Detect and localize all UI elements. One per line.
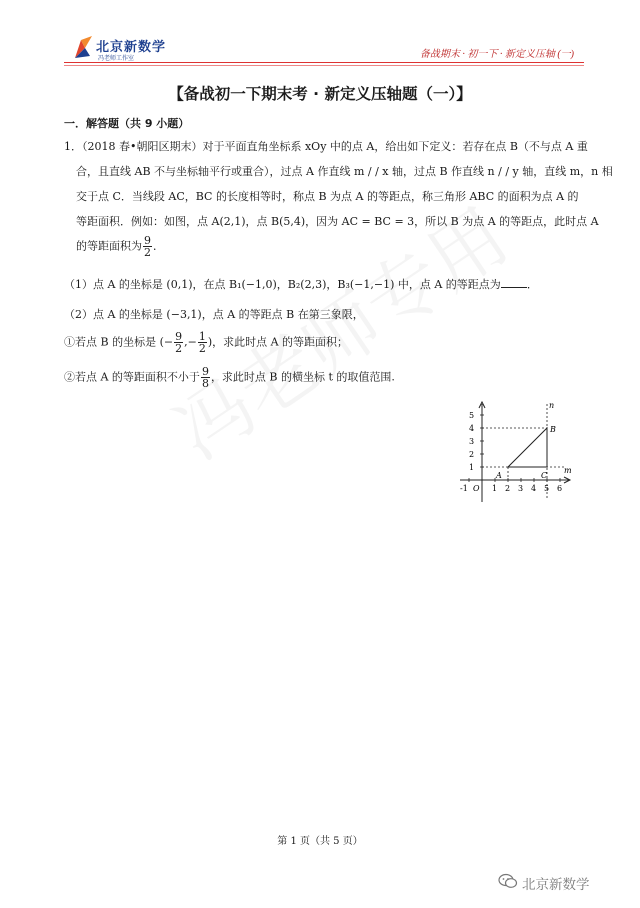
text-fragment: ，求此时点 B 的横坐标 t 的取值范围. [210,370,395,384]
page-header [0,0,640,70]
header-series-label: 备战期末 · 初一下 · 新定义压轴 (一) [419,49,574,60]
text-fragment: 的等距面积为 [76,239,142,253]
fraction-denominator: 2 [198,342,206,355]
brand-subtitle: 冯老师工作室 [98,56,135,62]
line-n-label: n [549,401,555,410]
fraction-numerator: 9 [201,365,209,378]
x-tick-labels [460,484,562,493]
point-c-label: C [541,471,548,480]
problem-line: 合，且直线 AB 不与坐标轴平行或重合），过点 A 作直线 m / / x 轴，过点 B 作直线 n / / y 轴，直线 m，n 相 [76,165,613,178]
point-b-label: B [550,425,556,434]
fraction [143,235,152,258]
brand-logo-icon [72,34,94,60]
x-tick-label: 5 [544,484,550,493]
page-title: 【备战初一下期末考 · 新定义压轴题（一）】 [168,85,472,103]
question-2b [64,366,395,389]
fraction [201,366,210,389]
y-tick-label: 3 [469,437,475,446]
problem-line: 交于点 C．当线段 AC，BC 的长度相等时，称点 B 为点 A 的等距点，称三角形 ABC 的面积为点 A 的 [76,190,579,203]
x-tick-label: 3 [518,484,524,493]
y-tick-label: 2 [469,450,475,459]
problem-line: 等距面积．例如：如图，点 A(2,1)，点 B(5,4)，因为 AC = BC = 3，所以 B 为点 A 的等距点，此时点 A [76,215,599,228]
triangle-abc [508,428,547,467]
fraction-numerator: 9 [144,234,151,247]
fraction-numerator: 9 [175,330,183,343]
origin-label: O [473,484,480,493]
text-fragment: ①若点 B 的坐标是 (− [64,335,174,349]
header-divider [64,62,584,63]
fraction-numerator: 1 [198,330,206,343]
page-footer: 第 1 页（共 5 页） [277,836,363,847]
text-fragment: ②若点 A 的等距面积不小于 [64,370,200,384]
fraction-denominator: 2 [144,246,151,259]
fraction-denominator: 2 [175,342,183,355]
question-1-text: （1）点 A 的坐标是 (0,1)，在点 B₁(−1,0)，B₂(2,3)，B₃(−1,−1) 中，点 A 的等距点为 [64,278,501,291]
text-fragment: ． [526,278,538,291]
question-2: （2）点 A 的坐标是 (−3,1)，点 A 的等距点 B 在第三象限， [64,308,364,321]
x-tick-label: 2 [505,484,511,493]
text-fragment: ,− [184,335,197,349]
y-tick-labels [469,411,474,472]
x-tick-label: -1 [460,484,468,493]
header-divider-thin [64,65,584,66]
answer-blank[interactable] [501,277,527,288]
x-tick-label: 1 [492,484,498,493]
question-1 [64,276,538,292]
coordinate-figure [456,398,572,504]
point-a-label: A [496,471,502,480]
x-tick-label: 6 [557,484,563,493]
fraction-denominator: 8 [201,377,209,390]
section-heading: 一．解答题（共 9 小题） [64,117,190,130]
text-fragment: )，求此时点 A 的等距面积； [207,335,349,349]
x-tick-label: 4 [531,484,537,493]
fraction [174,331,183,354]
line-m-label: m [564,466,572,475]
brand-name: 北京新数学 [96,39,167,54]
y-tick-label: 1 [469,463,475,472]
wechat-icon [498,872,518,890]
problem-line [76,235,164,258]
problem-line: 1．（2018 春•朝阳区期末）对于平面直角坐标系 xOy 中的点 A，给出如下定义：若存在点 B（不与点 A 重 [64,140,588,153]
y-tick-label: 5 [469,411,475,420]
question-2a [64,331,348,354]
y-tick-label: 4 [469,424,475,433]
fraction [198,331,207,354]
text-fragment: ． [153,239,164,253]
source-watermark: 北京新数学 [522,877,590,893]
